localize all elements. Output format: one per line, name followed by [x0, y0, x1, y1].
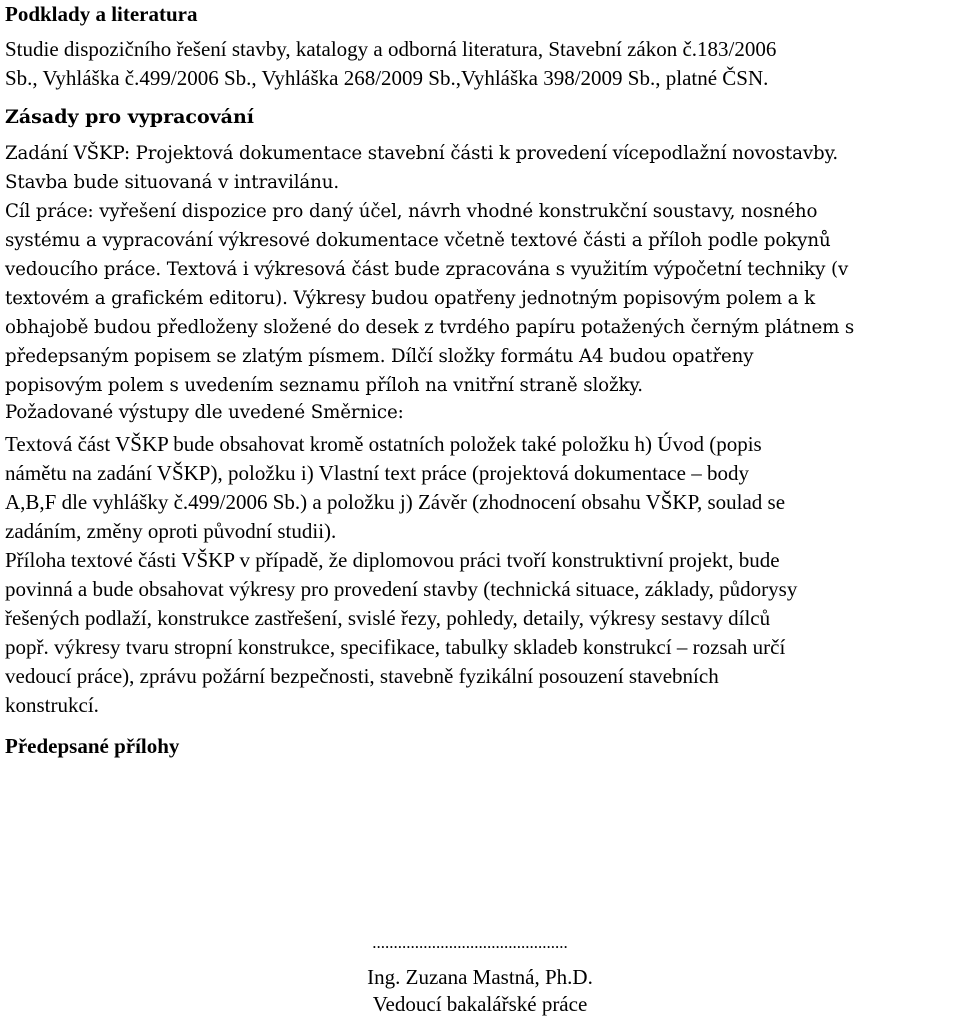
- text-part-line: námětu na zadání VŠKP), položku i) Vlastní text práce (projektová dokumentace – body: [5, 461, 749, 485]
- assignment-paragraph: [5, 139, 838, 197]
- goal-line: textovém a grafickém editoru). Výkresy budou opatřeny jednotným popisovým polem a k: [5, 288, 815, 309]
- goal-line: vedoucího práce. Textová i výkresová část bude zpracována s využitím výpočetní techniky (v: [5, 259, 849, 280]
- appendix-line: konstrukcí.: [5, 693, 99, 717]
- signature-role: Vedoucí bakalářské práce: [372, 992, 588, 1016]
- goal-line: předepsaným popisem se zlatým písmem. Dílčí složky formátu A4 budou opatřeny: [5, 346, 754, 367]
- appendix-line: Příloha textové části VŠKP v případě, že diplomovou práci tvoří konstruktivní projekt, bude: [5, 548, 780, 572]
- goal-paragraph: [5, 197, 854, 400]
- outputs-paragraph: [5, 398, 404, 427]
- signature-name: Ing. Zuzana Mastná, Ph.D.: [367, 965, 593, 989]
- sources-line: Sb., Vyhláška č.499/2006 Sb., Vyhláška 268/2009 Sb.,Vyhláška 398/2009 Sb., platné ČSN.: [5, 66, 769, 90]
- goal-line: obhajobě budou předloženy složené do desek z tvrdého papíru potažených černým plátnem s: [5, 317, 855, 338]
- outputs-line: Požadované výstupy dle uvedené Směrnice:: [5, 402, 404, 423]
- appendix-paragraph: [5, 546, 797, 720]
- assignment-line: Zadání VŠKP: Projektová dokumentace stavební části k provedení vícepodlažní novostavby.: [5, 143, 839, 164]
- appendix-line: vedoucí práce), zprávu požární bezpečnosti, stavebně fyzikální posouzení stavebních: [5, 664, 719, 688]
- signature-line: ..............................................: [372, 933, 568, 952]
- appendix-line: řešených podlaží, konstrukce zastřešení, svislé řezy, pohledy, detaily, výkresy sestavy dílců: [5, 606, 771, 630]
- heading-sources: Podklady a literatura: [5, 2, 198, 26]
- appendix-line: povinná a bude obsahovat výkresy pro provedení stavby (technická situace, základy, půdorysy: [5, 577, 798, 601]
- text-part-line: Textová část VŠKP bude obsahovat kromě ostatních položek také položku h) Úvod (popis: [5, 432, 762, 456]
- text-part-paragraph: [5, 430, 785, 546]
- appendix-line: popř. výkresy tvaru stropní konstrukce, specifikace, tabulky skladeb konstrukcí – rozsah určí: [5, 635, 786, 659]
- heading-attachments: Předepsané přílohy: [5, 734, 180, 758]
- sources-paragraph: [5, 35, 776, 93]
- goal-line: Cíl práce: vyřešení dispozice pro daný účel, návrh vhodné konstrukční soustavy, nosného: [5, 201, 818, 222]
- text-part-line: A,B,F dle vyhlášky č.499/2006 Sb.) a položku j) Závěr (zhodnocení obsahu VŠKP, soulad se: [5, 490, 786, 514]
- heading-principles: Zásady pro vypracování: [5, 106, 255, 128]
- assignment-line: Stavba bude situovaná v intravilánu.: [5, 172, 340, 193]
- goal-line: popisovým polem s uvedením seznamu příloh na vnitřní straně složky.: [5, 375, 643, 396]
- goal-line: systému a vypracování výkresové dokumentace včetně textové části a příloh podle pokynů: [5, 230, 831, 251]
- sources-line: Studie dispozičního řešení stavby, katalogy a odborná literatura, Stavební zákon č.183/2006: [5, 37, 777, 61]
- text-part-line: zadáním, změny oproti původní studii).: [5, 519, 337, 543]
